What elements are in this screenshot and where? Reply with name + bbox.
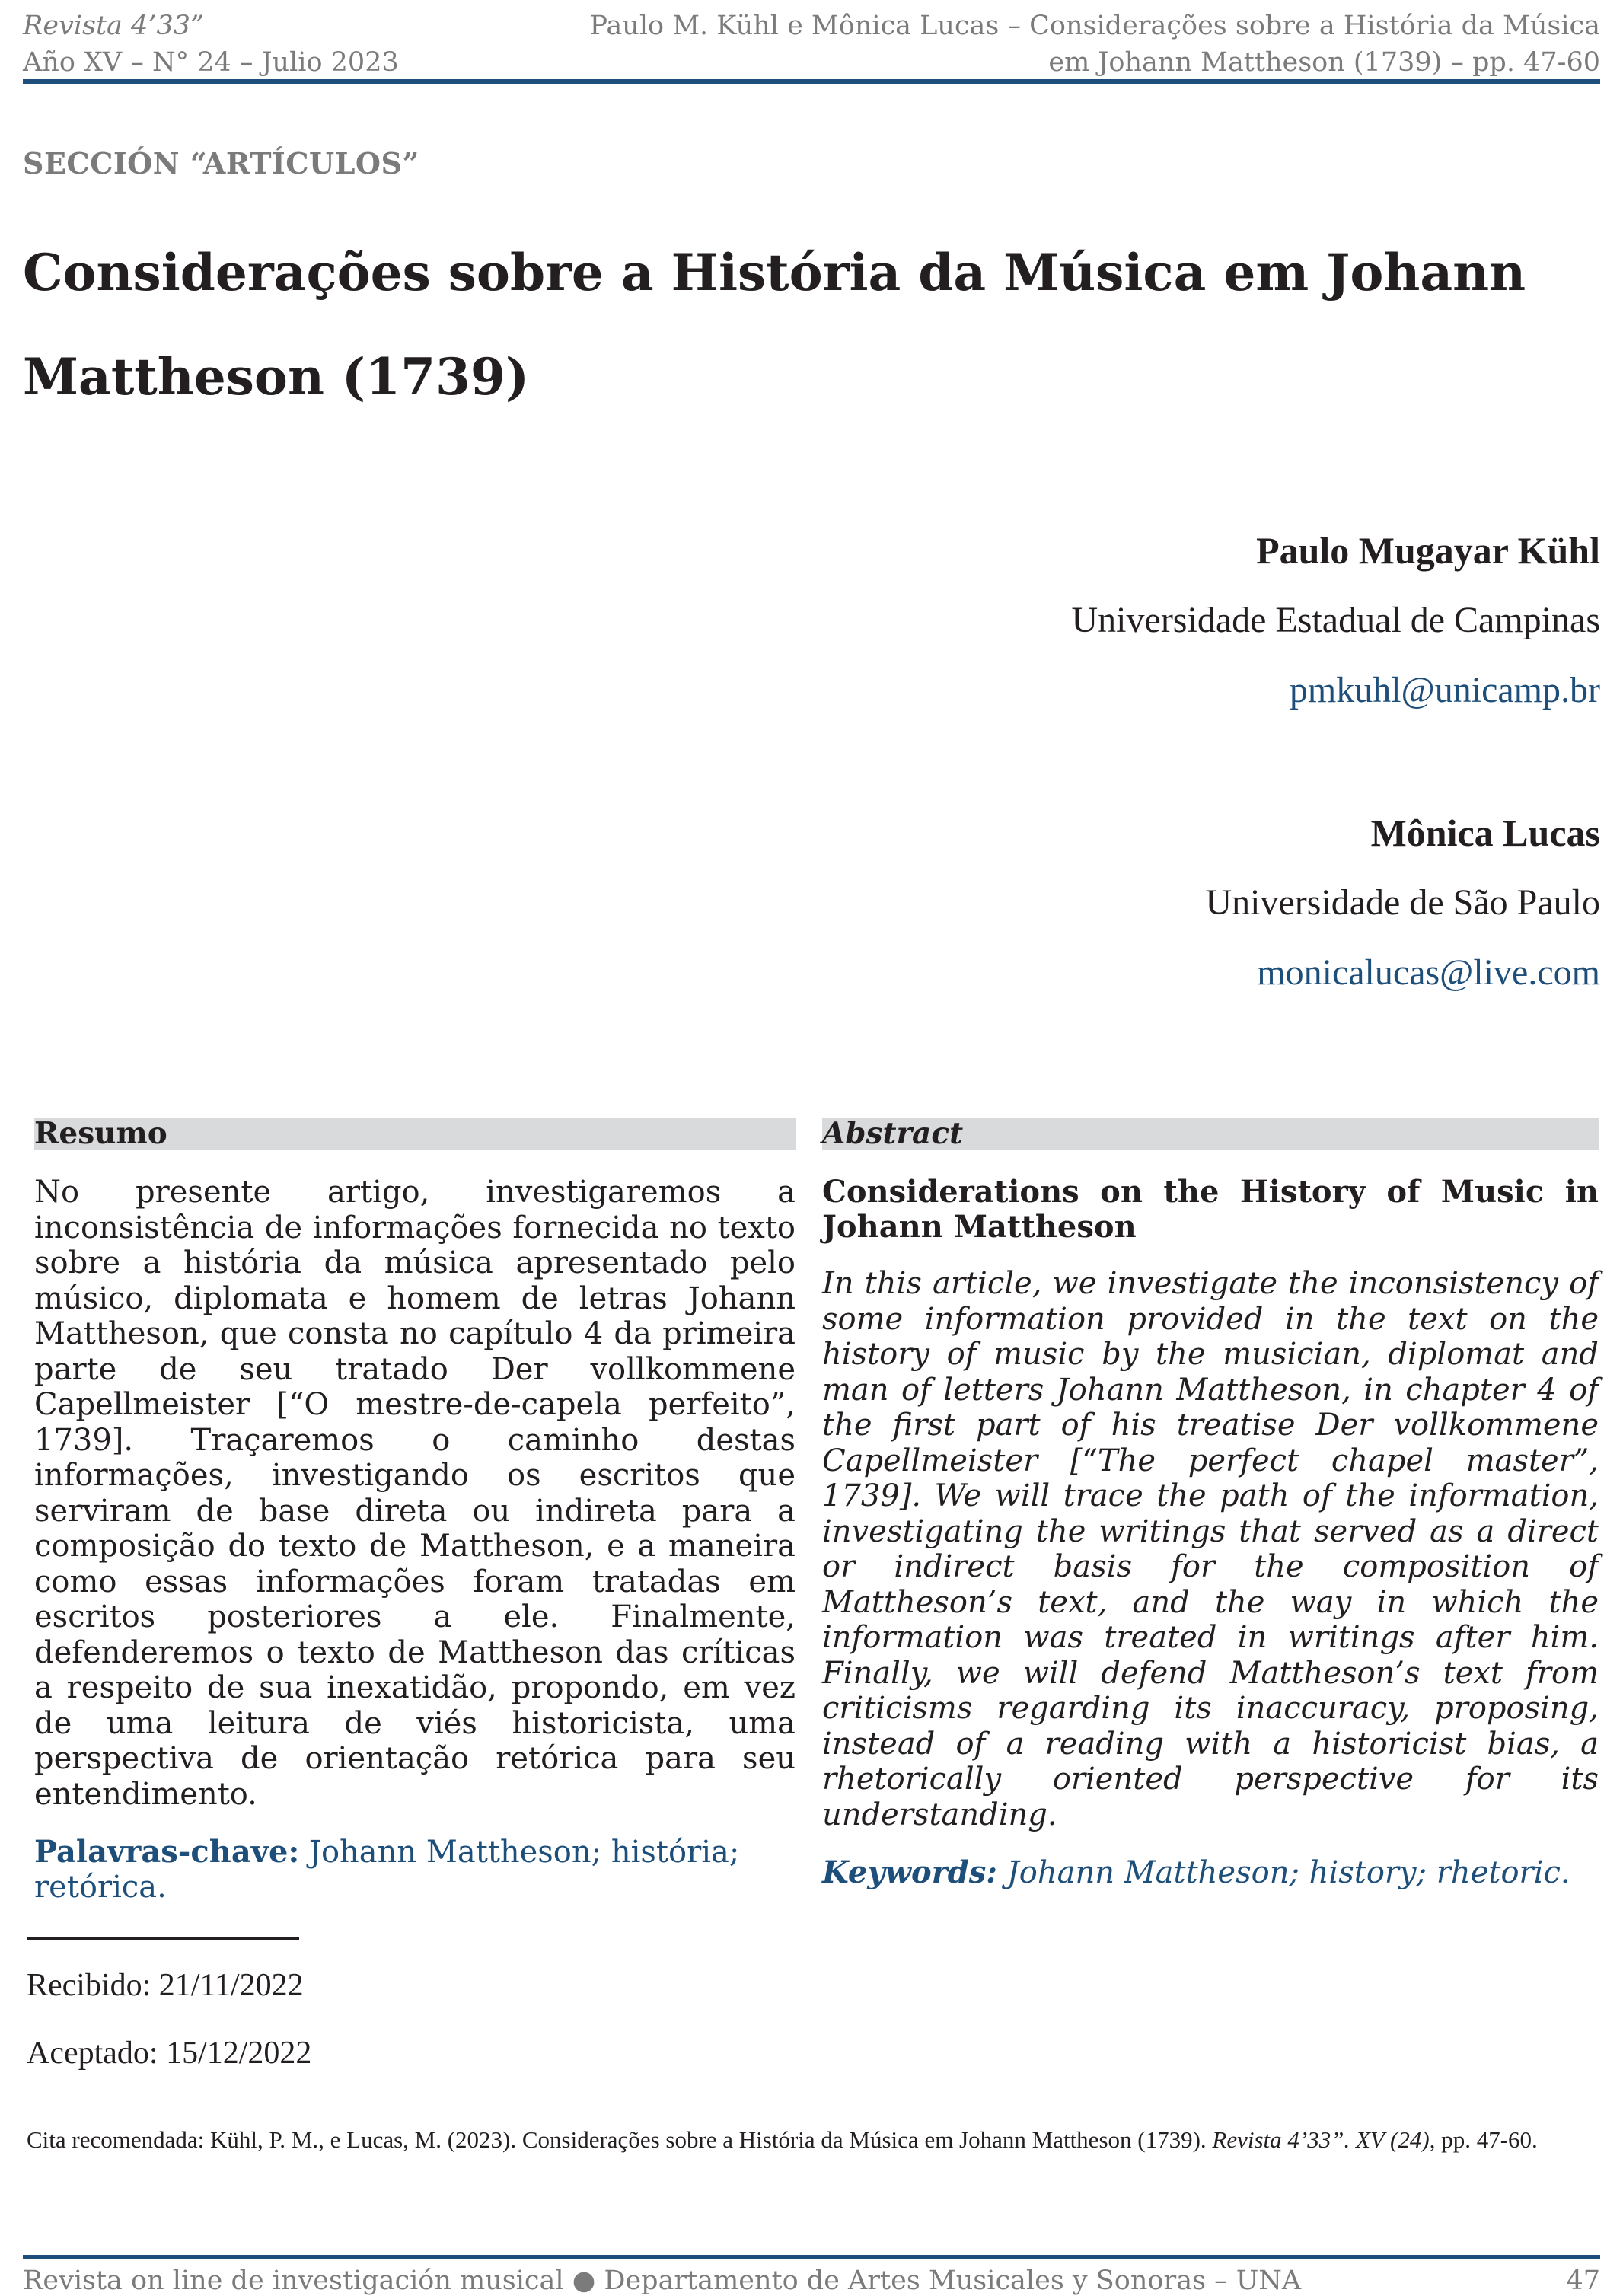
abstract-heading: [822, 1118, 1599, 1150]
title-line-1: Considerações sobre a História da Música em Johann: [23, 243, 1526, 302]
journal-name: Revista 4’33”: [23, 11, 204, 41]
section-label: SECCIÓN “ARTÍCULOS”: [23, 146, 419, 180]
author-1: [1072, 527, 1600, 714]
title-line-2: Mattheson (1739): [23, 347, 530, 407]
citation-text: Cita recomendada: Kühl, P. M., e Lucas, M. (2023). Considerações sobre a História da Música em Johann Mattheson (1739).: [27, 2126, 1207, 2153]
author-email-link[interactable]: pmkuhl@unicamp.br: [1289, 670, 1600, 710]
author-email-link[interactable]: monicalucas@live.com: [1257, 952, 1600, 993]
keywords-label: Keywords:: [822, 1854, 998, 1890]
abstract-text: In this article, we investigate the inconsistency of some information provided in the text on the history of music by the musician, diplomat and man of letters Johann Mattheson, in chapter 4 of the first part of his treatise Der vollkommene Capellmeister [“The perfect chapel master”, 1739]. We will trace the path of the information, investigating the writings that served as a direct or indirect basis for the composition of Mattheson’s text, and the way in which the information was treated in writings after him. Finally, we will defend Mattheson’s text from criticisms regarding its inaccuracy, proposing, instead of a reading with a historicist bias, a rhetorically oriented perspective for its understanding.: [822, 1266, 1599, 1832]
author-affiliation: Universidade de São Paulo: [1205, 882, 1600, 923]
keywords-list: Johann Mattheson; history; rhetoric.: [1006, 1855, 1570, 1890]
resumo-keywords: [34, 1835, 796, 1905]
issue-info: Año XV – N° 24 – Julio 2023: [23, 47, 399, 78]
citation-pages: , pp. 47-60.: [1429, 2126, 1538, 2153]
resumo-column: [34, 1118, 796, 1905]
running-head-line-1: Paulo M. Kühl e Mônica Lucas – Considerações sobre a História da Música: [589, 11, 1600, 41]
running-head: [23, 8, 1600, 76]
citation-journal: Revista 4’33”. XV (24): [1212, 2126, 1430, 2153]
abstract-title: Considerations on the History of Music in Johann Mattheson: [822, 1174, 1599, 1245]
recommended-citation: [27, 2122, 1595, 2157]
resumo-heading-text: Resumo: [34, 1116, 167, 1151]
article-title: [23, 221, 1561, 429]
running-head-journal: [23, 8, 399, 81]
footer-rule: [23, 2255, 1600, 2259]
author-name: Paulo Mugayar Kühl: [1256, 529, 1600, 572]
running-head-article: [589, 8, 1600, 81]
author-affiliation: Universidade Estadual de Campinas: [1071, 600, 1600, 640]
keywords-list: Johann Mattheson; história; retórica.: [34, 1835, 740, 1905]
keywords-label: Palavras-chave:: [34, 1834, 300, 1870]
abstract-column: [822, 1118, 1599, 1890]
header-rule: [23, 79, 1600, 84]
resumo-heading: [34, 1118, 796, 1150]
running-head-line-2: em Johann Mattheson (1739) – pp. 47-60: [1048, 47, 1600, 78]
received-date: Recibido: 21/11/2022: [27, 1968, 304, 2003]
abstract-keywords: [822, 1855, 1599, 1890]
author-2: [1205, 809, 1600, 997]
abstract-heading-text: Abstract: [822, 1116, 964, 1151]
resumo-text: No presente artigo, investigaremos a inconsistência de informações fornecida no texto sobre a história da música apresentado pelo músico, diplomata e homem de letras Johann Mattheson, que consta no capítulo 4 da primeira parte de seu tratado Der vollkommene Capellmeister [“O mestre-de-capela perfeito”, 1739]. Traçaremos o caminho destas informações, investigando os escritos que serviram de base direta ou indireta para a composição do texto de Mattheson, e a maneira como essas informações foram tratadas em escritos posteriores a ele. Finalmente, defenderemos o texto de Mattheson das críticas a respeito de sua inexatidão, propondo, em vez de uma leitura de viés historicista, uma perspectiva de orientação retórica para seu entendimento.: [34, 1175, 796, 1812]
footnote-rule: [27, 1937, 299, 1940]
accepted-date: Aceptado: 15/12/2022: [27, 2036, 312, 2071]
page-number: 47: [1566, 2266, 1600, 2296]
footer-journal-info: Revista on line de investigación musical ● Departamento de Artes Musicales y Sonoras – UNA: [23, 2266, 1302, 2296]
author-name: Mônica Lucas: [1370, 812, 1600, 854]
